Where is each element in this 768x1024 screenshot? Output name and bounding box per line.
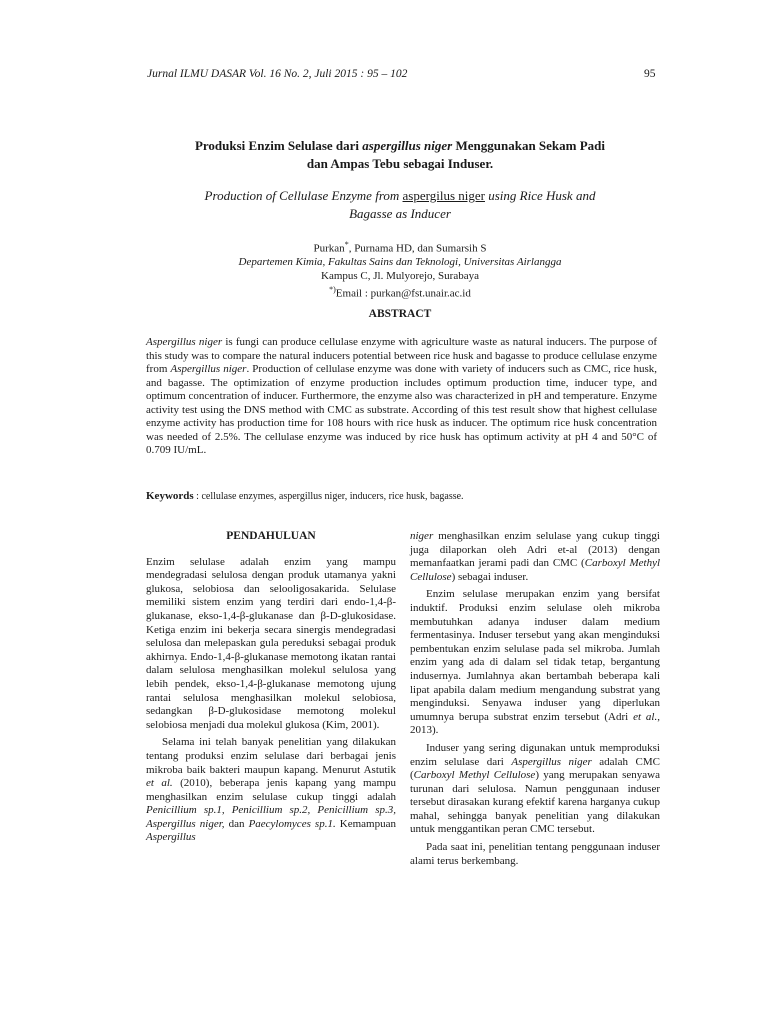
page-number: 95 [644, 68, 656, 80]
keywords [146, 490, 657, 503]
rp1-b: ) sebagai induser. [451, 570, 529, 583]
rp1-cmc: Carboxyl Methyl Cellulose [410, 557, 661, 583]
author-address: Kampus C, Jl. Mulyorejo, Surabaya [321, 269, 479, 282]
body-left-column [146, 530, 396, 849]
author-block [150, 238, 650, 301]
rp1-a: menghasilkan enzim selulase yang cukup tinggi juga dilaporkan oleh Adri et-al (2013) dengan memanfaatkan jerami padi dan CMC ( [410, 530, 660, 570]
author-rest: , Purnama HD, dan Sumarsih S [348, 242, 487, 255]
keywords-text: : cellulase enzymes, aspergillus niger, inducers, rice husk, bagasse. [196, 491, 464, 502]
rp1-niger: niger [410, 530, 434, 542]
author-email [150, 283, 650, 301]
rp3-a: Induser yang sering digunakan untuk memproduksi enzim selulase dari [410, 741, 660, 768]
title-id-species: aspergillus niger [362, 138, 453, 153]
body-right-column [410, 530, 660, 872]
left-paragraph-2 [146, 736, 396, 845]
title-id-part2: Menggunakan Sekam Padi [452, 138, 606, 153]
abstract-text2: . Production of cellulase enzyme was done with variety of inducers such as CMC, rice husk, and bagasse. The optimization of enzyme production includes optimum production time, inducer type, and optimum concentration of inducer. Furthermore, the enzyme also was characterized in pH and temperature. Enzyme activity test using the DNS method with CMC as substrate. According of this test result show that highest cellulase enzyme activity has production time for 108 hours with rice husk as inducer. The optimum rice husk concentration was needed of 2.5%. The cellulase enzyme was induced by rice husk has optimum activity at pH 4 and 50°C of 0.709 IU/mL. [146, 363, 657, 456]
section-heading: PENDAHULUAN [226, 530, 316, 542]
right-paragraph-1 [410, 530, 660, 584]
title-en-species: aspergilus niger [402, 188, 485, 203]
title-english [150, 187, 650, 223]
author-sup: * [344, 240, 349, 249]
rp3-aspergillus: Aspergillus niger [511, 755, 592, 768]
title-indonesian [130, 137, 670, 173]
abstract-text1: is fungi can produce cellulase enzyme with agriculture waste as natural inducers. The purpose of this study was to compare the natural inducers potential between rice husk and bagasse to produce cellulase enzyme from [146, 336, 657, 375]
right-paragraph-2 [410, 588, 660, 738]
title-en-part1: Production of Cellulase Enzyme from [204, 188, 403, 203]
title-id-part1: Produksi Enzim Selulase dari [194, 138, 363, 153]
keywords-label: Keywords [146, 490, 194, 502]
author-first: Purkan [313, 242, 345, 255]
abstract-species2: Aspergillus niger [170, 363, 247, 375]
lp2-etal: et al. [146, 777, 173, 790]
lp2-species2: Paecylomyces sp.1. [248, 817, 336, 830]
lp2-species1: Penicillium sp.1, Penicillium sp.2, Penicillium sp.3, Aspergillus niger, [146, 804, 396, 830]
lp2-c: Kemampuan [335, 817, 396, 830]
author-names [150, 238, 650, 256]
title-en-line2: Bagasse as Inducer [349, 206, 451, 221]
right-paragraph-3 [410, 742, 660, 837]
email-sup: *) [329, 285, 336, 295]
rp2-etal: et al. [633, 710, 658, 723]
email-text: Email : purkan@fst.unair.ac.id [335, 287, 471, 300]
left-paragraph-1: Enzim selulase adalah enzim yang mampu mendegradasi selulosa dengan produk utamanya yakni glukosa, selobiosa dan selooligosakarida. Selulase memiliki sistem enzim yang terdiri dari endo-1,4-β-glukanase, ekso-1,4-β-glukanase dan β-D-glukosidase. Ketiga enzim ini bekerja secara sinergis mendegradasi selulosa dan melepaskan gula pereduksi sebagai produk akhirnya. Endo-1,4-β-glukanase memotong ikatan rantai dalam selulosa menghasilkan molekul selulosa yang lebih pendek, ekso-1,4-β-glukanase memotong ujung rantai selulosa menghasilkan molekul selobiosa, sedangkan β-D-glukosidase memotong molekul selobiosa menjadi dua molekul glukosa (Kim, 2001). [146, 555, 396, 731]
rp3-cmc: Carboxyl Methyl Cellulose [413, 769, 536, 782]
lp2-aspergillus: Aspergillus [146, 831, 196, 844]
abstract-heading: ABSTRACT [368, 308, 432, 320]
abstract-species: Aspergillus niger [146, 336, 223, 348]
rp2-b: , 2013). [410, 710, 660, 737]
lp2-a: Selama ini telah banyak penelitian yang dilakukan tentang produksi enzim selulase dari berbagai jenis mikroba baik bakteri maupun kapang. Menurut Astutik [146, 736, 396, 776]
author-affiliation: Departemen Kimia, Fakultas Sains dan Teknologi, Universitas Airlangga [238, 256, 562, 269]
journal-header: Jurnal ILMU DASAR Vol. 16 No. 2, Juli 2015 : 95 – 102 [147, 68, 408, 80]
abstract-text [146, 336, 657, 458]
rp3-c: ) yang merupakan senyawa turunan dari selulosa. Namun penggunaan induser tersebut dirasakan kurang efektif karena harganya cukup mahal, sehingga banyak penelitian yang dilakukan untuk menggantikan peran CMC tersebut. [410, 769, 660, 836]
rp3-b: adalah CMC ( [410, 755, 660, 782]
title-id-line2: dan Ampas Tebu sebagai Induser. [306, 156, 494, 171]
lp2-b: (2010), beberapa jenis kapang yang mampu menghasilkan enzim selulase cukup tinggi adalah [146, 777, 396, 803]
right-paragraph-4: Pada saat ini, penelitian tentang penggunaan induser alami terus berkembang. [410, 841, 660, 867]
rp2-a: Enzim selulase merupakan enzim yang bersifat induktif. Produksi enzim selulase oleh mikroba membutuhkan adanya induser dalam medium fermentasinya. Induser tersebut yang akan menginduksi pembentukan enzim selulase pada sel mikroba. Jumlah enzim yang ada di dalam sel tidak tetap, bergantung indusernya. Jumlahnya akan bertambah beberapa kali lipat apabila dalam medium mengandung substrat yang menginduksi. Senyawa induser yang diperlukan umumnya berupa substrat enzim tersebut (Adri [410, 588, 660, 723]
lp2-dan: dan [224, 817, 249, 830]
title-en-part2: using Rice Husk and [484, 188, 596, 203]
